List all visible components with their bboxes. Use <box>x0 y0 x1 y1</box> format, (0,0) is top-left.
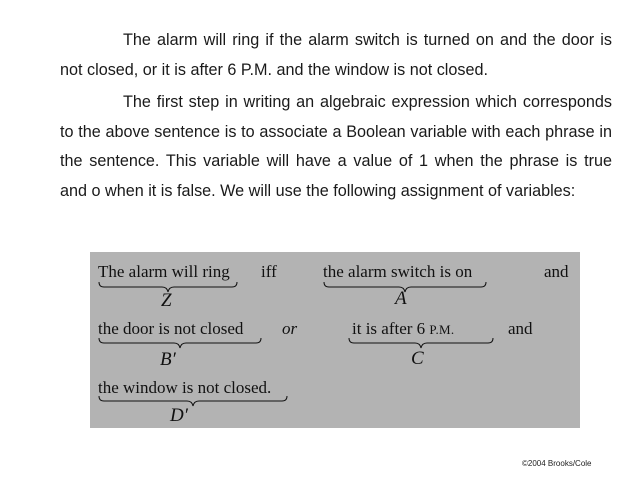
variable-z: Z <box>161 290 172 311</box>
connector-and: and <box>544 262 569 281</box>
phrase-alarm-will-ring: The alarm will ring <box>98 262 230 281</box>
copyright-footer: ©2004 Brooks/Cole <box>522 459 592 468</box>
paragraph-first-step <box>60 88 612 206</box>
phrase-after-6pm-pm: P.M. <box>429 322 455 337</box>
variable-c: C <box>411 348 424 369</box>
paragraph-text: The first step in writing an algebraic expression which corresponds to the above sentence is to associate a Boolean variable with each phrase in the sentence. This variable will have a value of 1 when the phrase is true and o when it is false. We will use the following assignment of variables: <box>60 93 612 200</box>
phrase-door-not-closed: the door is not closed <box>98 319 244 338</box>
variable-assignment-figure <box>90 252 580 428</box>
connector-or: or <box>282 319 298 338</box>
phrase-after-6pm-main: it is after 6 <box>352 319 430 338</box>
phrase-window-not-closed: the window is not closed. <box>98 378 272 397</box>
connector-and: and <box>508 319 533 338</box>
variable-d-prime: D′ <box>170 405 188 426</box>
variable-b-prime: B′ <box>160 349 176 370</box>
phrase-alarm-switch-on: the alarm switch is on <box>323 262 473 281</box>
paragraph-text: The alarm will ring if the alarm switch is turned on and the door is not closed, or it is after 6 P.M. and the window is not closed. <box>60 31 612 79</box>
paragraph-alarm-sentence <box>60 26 612 85</box>
underbrace <box>98 337 262 349</box>
variable-a: A <box>395 288 407 309</box>
connector-iff: iff <box>261 262 277 281</box>
underbrace <box>98 395 288 407</box>
